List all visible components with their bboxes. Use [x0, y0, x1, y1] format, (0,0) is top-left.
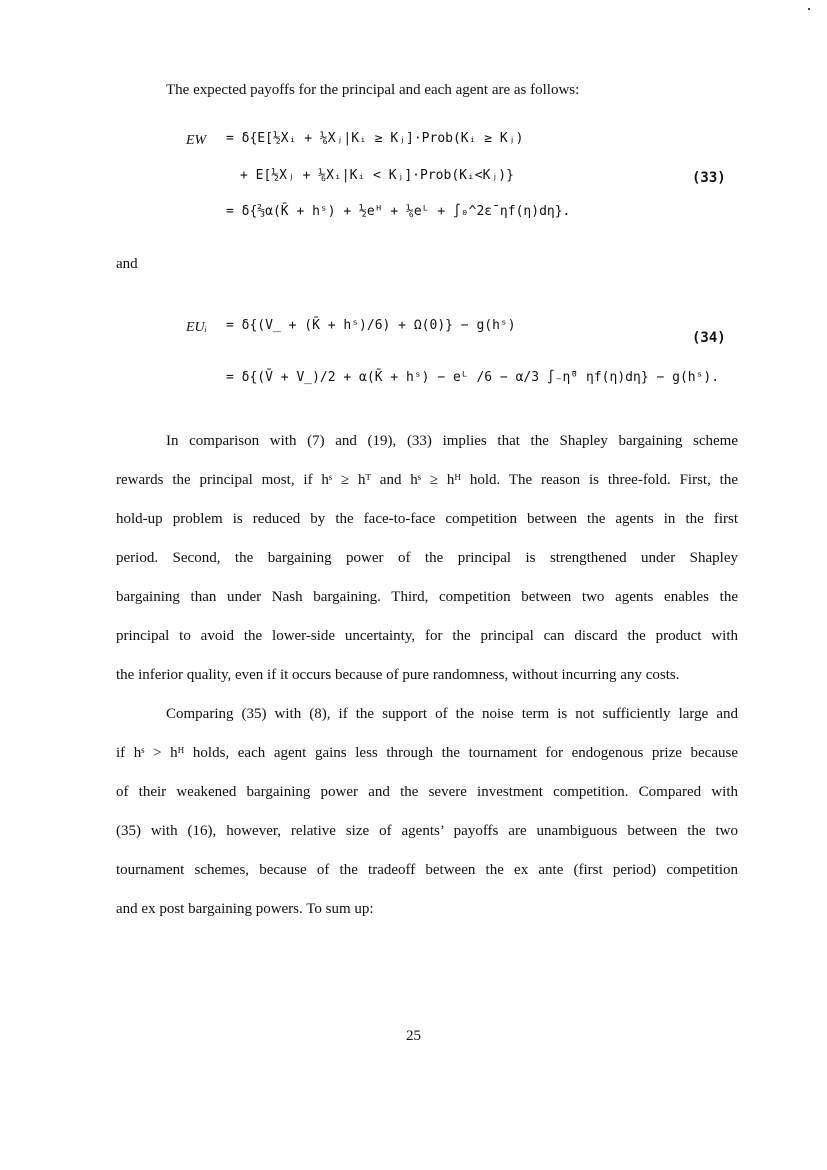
paragraph-2-line: Comparing (35) with (8), if the support of the noise term is not sufficiently large and: [166, 706, 738, 722]
page-number: 25: [406, 1028, 421, 1044]
paragraph-2-line: of their weakened bargaining power and the severe investment competition. Compared with: [116, 784, 738, 800]
paragraph-1-line: In comparison with (7) and (19), (33) implies that the Shapley bargaining scheme: [166, 433, 738, 449]
eq34-line2: = δ{(V̄ + V̲)/2 + α(K̄ + hˢ) − eᴸ /6 − α/3 ∫₋η̄⁰ ηf(η)dη} − g(hˢ).: [226, 370, 720, 385]
paragraph-1: [116, 422, 738, 695]
paragraph-1-line: hold-up problem is reduced by the face-to-face competition between the agents in the first: [116, 511, 738, 527]
eq33-label: EW: [186, 133, 207, 148]
eq34-label: EUᵢ: [186, 320, 207, 335]
paragraph-1-line: the inferior quality, even if it occurs because of pure randomness, without incurring any costs.: [116, 667, 680, 683]
eq34-line1: = δ{(V̲ + (K̄ + hˢ)/6) + Ω(0)} − g(hˢ): [226, 318, 516, 333]
eq33-number: (33): [692, 170, 726, 186]
and-text: and: [116, 256, 138, 272]
paragraph-2-line: and ex post bargaining powers. To sum up:: [116, 901, 374, 917]
intro-text: The expected payoffs for the principal and each agent are as follows:: [166, 82, 580, 98]
eq33-line2: + E[½Xⱼ + ⅙Xᵢ|Kᵢ < Kⱼ]·Prob(Kᵢ<Kⱼ)}: [240, 168, 514, 183]
eq33-line3: = δ{⅔α(K̄ + hˢ) + ½eᴴ + ⅙eᴸ + ∫₀^2ε̄ ηf(η)dη}.: [226, 204, 571, 219]
paragraph-1-line: rewards the principal most, if hˢ ≥ hᵀ and hˢ ≥ hᴴ hold. The reason is three-fold. First, the: [116, 472, 738, 488]
paragraph-2-line: if hˢ > hᴴ holds, each agent gains less through the tournament for endogenous prize because: [116, 745, 738, 761]
paragraph-1-line: period. Second, the bargaining power of the principal is strengthened under Shapley: [116, 550, 738, 566]
paragraph-1-line: bargaining than under Nash bargaining. Third, competition between two agents enables the: [116, 589, 738, 605]
eq34-number: (34): [692, 330, 726, 346]
scan-speck: [808, 8, 810, 10]
eq33-line1: = δ{E[½Xᵢ + ⅙Xⱼ|Kᵢ ≥ Kⱼ]·Prob(Kᵢ ≥ Kⱼ): [226, 131, 524, 146]
paragraph-2-line: (35) with (16), however, relative size of agents’ payoffs are unambiguous between the two: [116, 823, 738, 839]
paragraph-1-line: principal to avoid the lower-side uncertainty, for the principal can discard the product with: [116, 628, 738, 644]
paragraph-2: [116, 695, 738, 929]
paragraph-2-line: tournament schemes, because of the tradeoff between the ex ante (first period) competition: [116, 862, 738, 878]
